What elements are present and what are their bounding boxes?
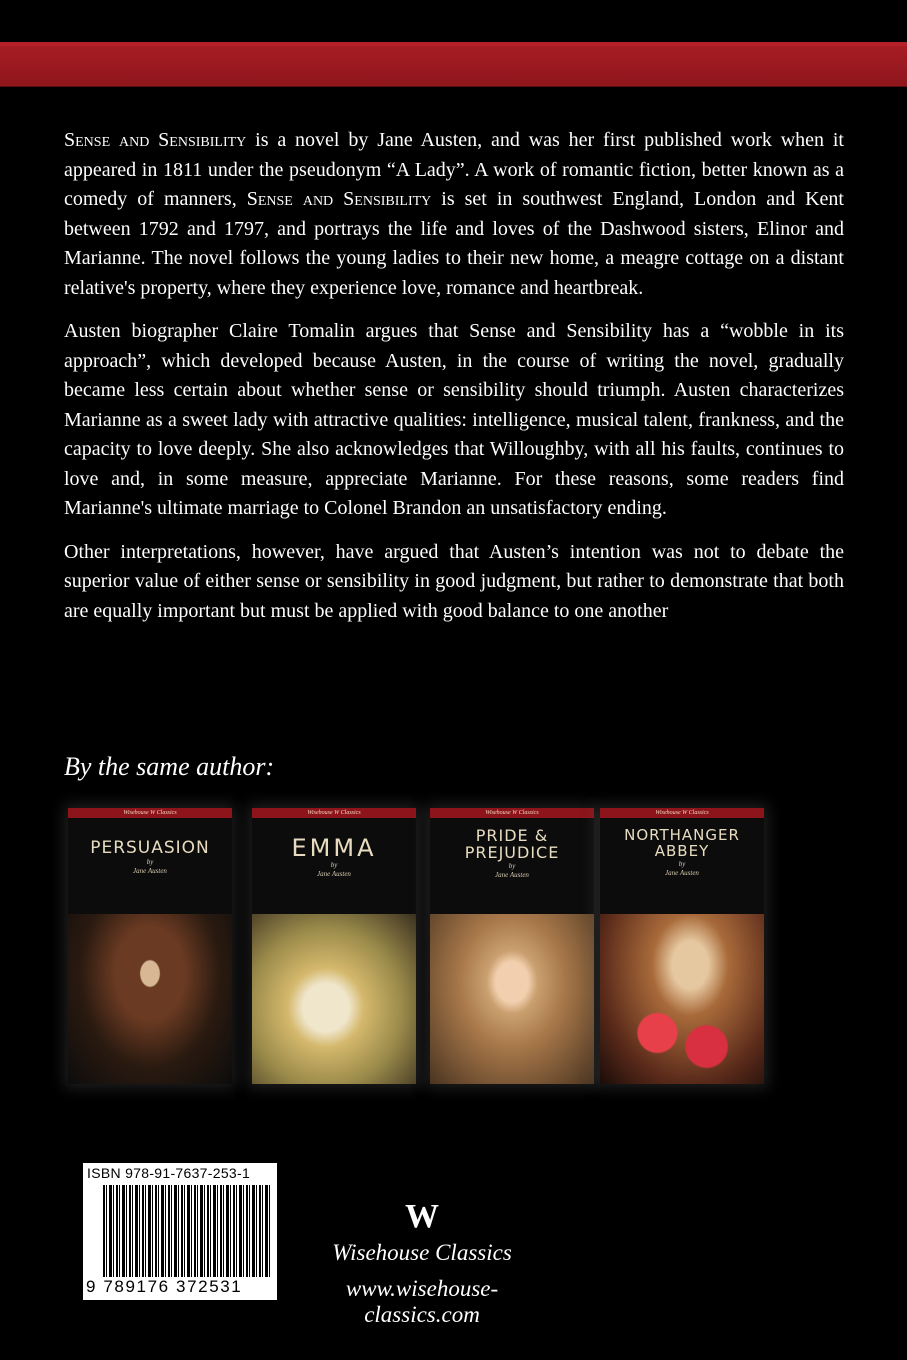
cover-author: Jane Austen bbox=[665, 868, 699, 877]
cover-author: Jane Austen bbox=[317, 870, 351, 879]
cover-title: EMMA bbox=[291, 834, 377, 862]
blurb-text bbox=[64, 126, 844, 640]
red-header-band bbox=[0, 46, 907, 87]
blurb-paragraph-1: Sense and Sensibility is a novel by Jane Austen, and was her first published work when it appeared in 1811 under the pseudonym “A Lady”. A work of romantic fiction, better known as a comedy of manners, Sense and Sensibility is set in southwest England, London and Kent between 1792 and 1797, and portrays the life and loves of the Dashwood sisters, Elinor and Marianne. The novel follows the young ladies to their new home, a meagre cottage on a distant relative's property, where they experience love, romance and heartbreak. bbox=[64, 129, 844, 299]
cover-banner: Wisehouse W Classics bbox=[68, 808, 232, 818]
cover-portrait bbox=[68, 914, 232, 1084]
cover-emma: Wisehouse W Classics EMMA by Jane Austen bbox=[252, 808, 416, 1084]
cover-painting bbox=[600, 914, 764, 1084]
publisher-url: www.wisehouse-classics.com bbox=[345, 1276, 499, 1327]
barcode bbox=[83, 1163, 277, 1300]
isbn-label: ISBN 978-91-7637-253-1 bbox=[87, 1165, 251, 1181]
cover-author: Jane Austen bbox=[495, 870, 529, 879]
blurb-paragraph-2: Austen biographer Claire Tomalin argues that Sense and Sensibility has a “wobble in its approach”, which developed because Austen, in the course of writing the novel, gradually became less certain about whether sense or sensibility should triumph. Austen characterizes Marianne as a sweet lady with attractive qualities: intelligence, musical talent, frankness, and the capacity to love deeply. She also acknowledges that Willoughby, with all his faults, continues to love and, in some measure, appreciate Marianne. For these reasons, some readers find Marianne's ultimate marriage to Colonel Brandon an unsatisfactory ending. bbox=[64, 320, 844, 519]
cover-northanger-abbey: Wisehouse W Classics NORTHANGER ABBEY by Jane Austen bbox=[600, 808, 764, 1084]
cover-painting bbox=[252, 914, 416, 1084]
cover-persuasion: Wisehouse W Classics PERSUASION by Jane Austen bbox=[68, 808, 232, 1084]
blurb-paragraph-3: Other interpretations, however, have argued that Austen’s intention was not to debate the superior value of either sense or sensibility in good judgment, but rather to demonstrate that both are equally important but must be applied with good balance to one another bbox=[64, 540, 844, 622]
cover-title: NORTHANGER ABBEY bbox=[624, 826, 740, 860]
publisher-block bbox=[292, 1200, 552, 1328]
barcode-digits: 9 789176 372531 bbox=[86, 1277, 243, 1296]
cover-author: Jane Austen bbox=[133, 866, 167, 875]
cover-title: PERSUASION bbox=[90, 838, 210, 858]
publisher-name: Wisehouse Classics bbox=[332, 1240, 512, 1265]
same-author-heading: By the same author: bbox=[64, 752, 275, 781]
cover-portrait bbox=[430, 914, 594, 1084]
book-covers bbox=[68, 808, 768, 1088]
book-title: Sense and Sensibility bbox=[64, 129, 247, 151]
book-title: Sense and Sensibility bbox=[246, 188, 432, 210]
barcode-bars bbox=[103, 1185, 271, 1277]
cover-pride-prejudice: Wisehouse W Classics PRIDE & PREJUDICE by Jane Austen bbox=[430, 808, 594, 1084]
publisher-logo-icon: W bbox=[405, 1198, 439, 1235]
cover-title: PRIDE & PREJUDICE bbox=[464, 826, 560, 862]
